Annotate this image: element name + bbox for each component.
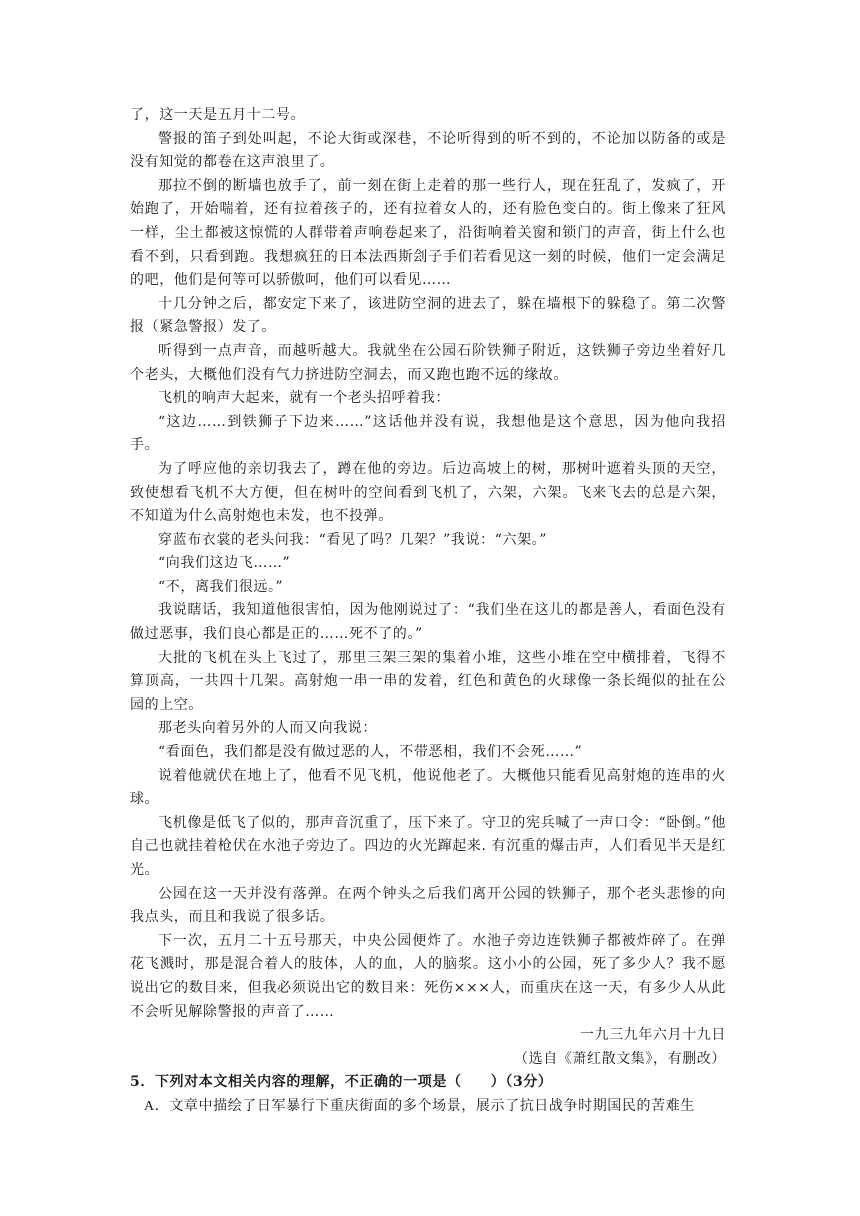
article-paragraph: 大批的飞机在头上飞过了，那里三架三架的集着小堆，这些小堆在空中横排着，飞得不算顶高，一共四十几架。高射炮一串一串的发着，红色和黄色的火球像一条长绳似的扯在公园的上空。 xyxy=(130,649,726,713)
article-paragraph: 听得到一点声音，而越听越大。我就坐在公园石阶铁狮子附近，这铁狮子旁边坐着好几个老头，大概他们没有气力挤进防空洞去，而又跑也跑不远的缘故。 xyxy=(130,342,726,383)
question-5-stem: 5．下列对本文相关内容的理解，不正确的一项是（ ）（3分） xyxy=(130,1074,553,1091)
article-paragraph: 那拉不倒的断墙也放手了，前一刻在街上走着的那一些行人，现在狂乱了，发疯了，开始跑了，开始喘着，还有拉着孩子的，还有拉着女人的，还有脸色变白的。街上像来了狂风一样，尘土都被这惊慌的人群带着声响卷起来了，沿街响着关窗和锁门的声音，街上什么也看不到，只看到跑。我想疯狂的日本法西斯刽子手们若看见这一刻的时候，他们一定会满足的吧，他们是何等可以骄傲呵，他们可以看见…… xyxy=(130,177,726,289)
article-source: （选自《萧红散文集》，有删改） xyxy=(514,1050,726,1067)
article-paragraph: 了，这一天是五月十二号。 xyxy=(130,107,306,123)
article-paragraph: “这边……到铁狮子下边来……”这话他并没有说，我想他是这个意思，因为他向我招手。 xyxy=(130,413,726,454)
article-paragraph: 下一次，五月二十五号那天，中央公园便炸了。水池子旁边连铁狮子都被炸碎了。在弹花飞溅时，那是混合着人的肢体，人的血，人的脑浆。这小小的公园，死了多少人？我不愿说出它的数目来，但我必须说出它的数目来：死伤×××人，而重庆在这一天，有多少人从此不会听见解除警报的声音了…… xyxy=(130,932,726,1020)
article-paragraph: 飞机的响声大起来，就有一个老头招呼着我： xyxy=(158,390,450,407)
article-paragraph: “向我们这边飞……” xyxy=(158,555,291,572)
document-page xyxy=(130,104,726,1119)
question-5-option-a xyxy=(130,1095,726,1119)
article-paragraph: 飞机像是低飞了似的，那声音沉重了，压下来了。守卫的宪兵喊了一声口令：“卧倒。”他自己也就挂着枪伏在水池子旁边了。四边的火光蹿起来. 有沉重的爆击声，人们看见半天是红光。 xyxy=(130,814,726,878)
article-paragraph: “看面色，我们都是没有做过恶的人，不带恶相，我们不会死……” xyxy=(158,744,583,761)
article-paragraph: “不，离我们很远。” xyxy=(158,578,284,595)
article-paragraph: 警报的笛子到处叫起，不论大街或深巷，不论听得到的听不到的，不论加以防备的或是没有知觉的都卷在这声浪里了。 xyxy=(130,130,726,171)
article-paragraph: 我说瞎话，我知道他很害怕，因为他刚说过了：“我们坐在这儿的都是善人，看面色没有做过恶事，我们良心都是正的……死不了的。” xyxy=(130,602,726,643)
article-date: 一九三九年六月十九日 xyxy=(580,1027,726,1044)
option-a-letter: A． xyxy=(144,1098,170,1114)
option-a-text: 文章中描绘了日军暴行下重庆街面的多个场景，展示了抗日战争时期国民的苦难生 xyxy=(169,1097,695,1114)
article-paragraph: 十几分钟之后，都安定下来了，该进防空洞的进去了，躲在墙根下的躲稳了。第二次警报（紧急警报）发了。 xyxy=(130,295,726,336)
article-paragraph: 那老头向着另外的人而又向我说： xyxy=(158,720,377,737)
article-paragraph: 穿蓝布衣裳的老头问我：“看见了吗？几架？”我说：“六架。” xyxy=(158,531,548,548)
article-paragraph: 为了呼应他的亲切我去了，蹲在他的旁边。后边高坡上的树，那树叶遮着头顶的天空，致使想看飞机不大方便，但在树叶的空间看到飞机了，六架，六架。飞来飞去的总是六架，不知道为什么高射炮也未发，也不投弹。 xyxy=(130,460,726,525)
article-body xyxy=(130,104,726,1024)
article-paragraph: 公园在这一天并没有落弹。在两个钟头之后我们离开公园的铁狮子，那个老头悲惨的向我点头，而且和我说了很多话。 xyxy=(130,885,726,926)
article-paragraph: 说着他就伏在地上了，他看不见飞机，他说他老了。大概他只能看见高射炮的连串的火球。 xyxy=(130,767,726,808)
